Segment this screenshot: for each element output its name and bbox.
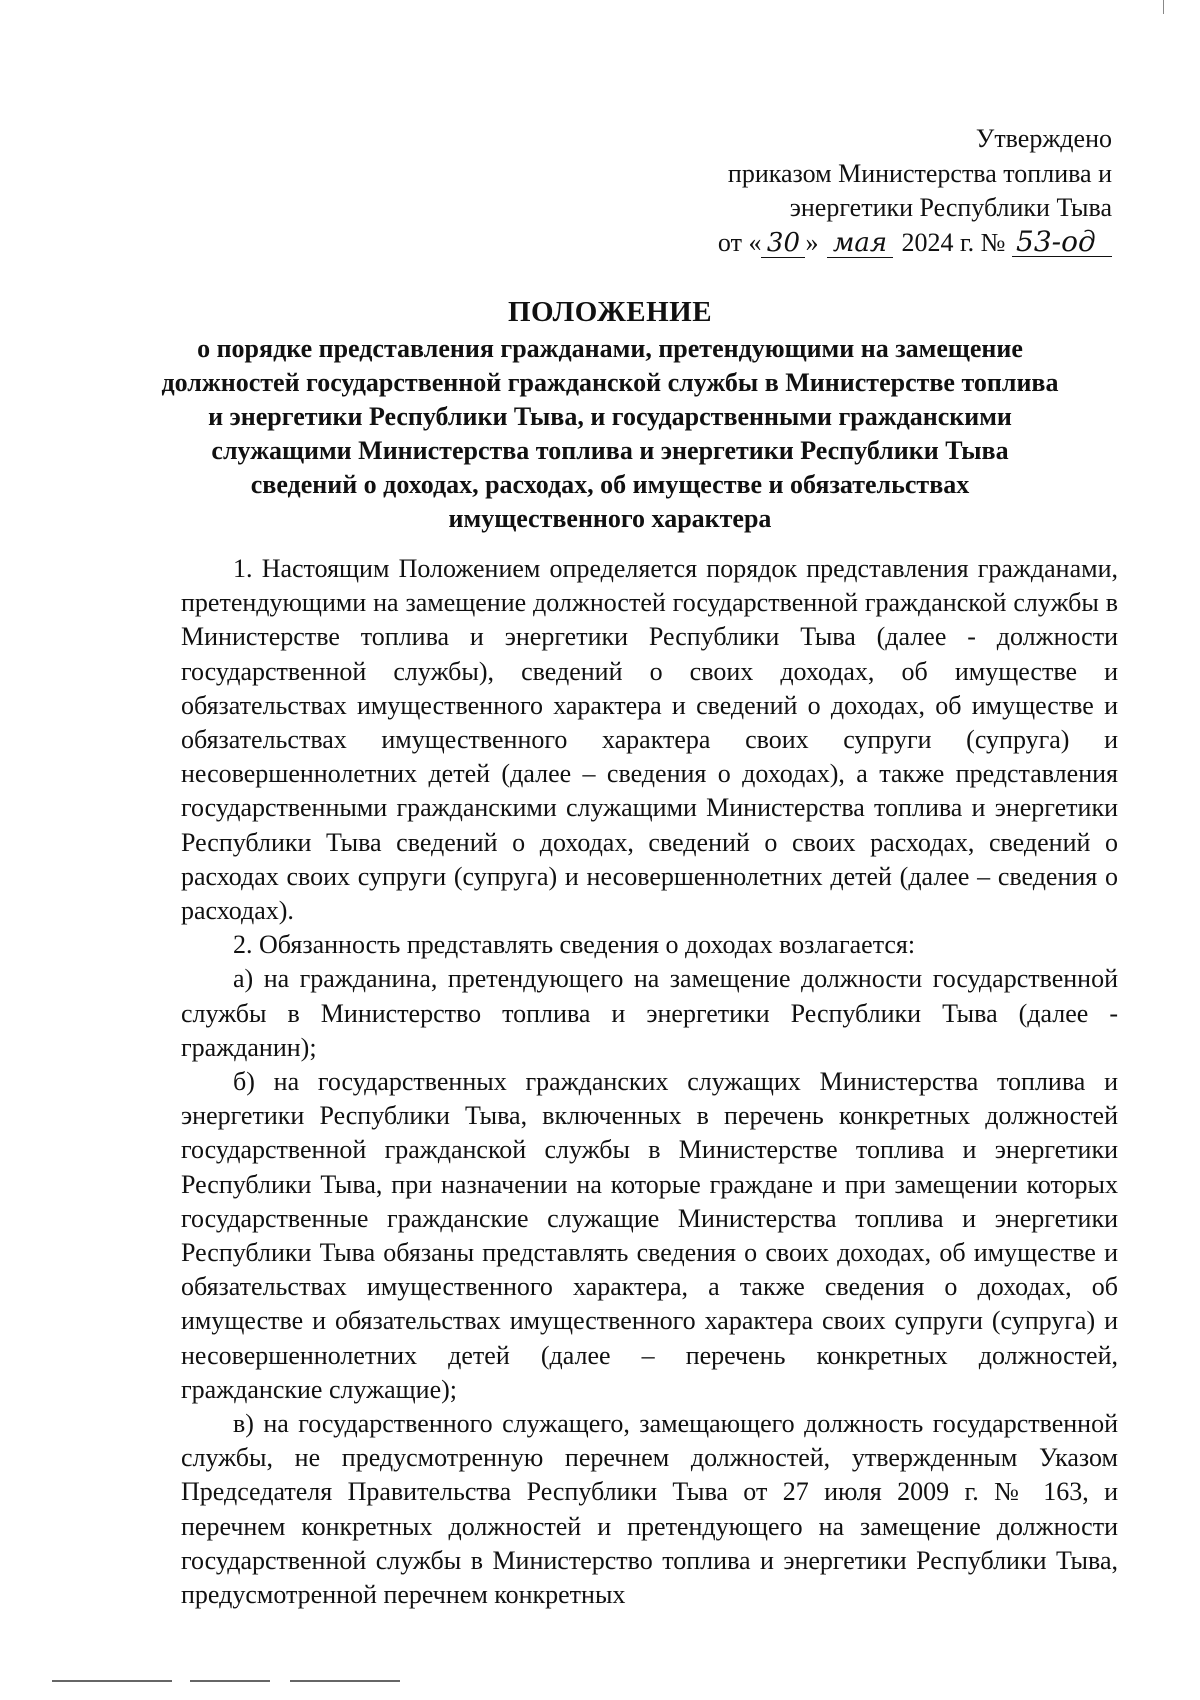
date-year: 2024 г. № xyxy=(901,227,1006,257)
approval-authority-line: приказом Министерства топлива и xyxy=(727,158,1112,188)
scan-footer-line xyxy=(190,1680,270,1682)
approval-authority-line-2: энергетики Республики Тыва xyxy=(789,193,1112,222)
paragraph-2v: в) на государственного служащего, замещающего должность государственной службы, не предусмотренную перечнем должностей, утвержденным Указом Председателя Правительства Республики Тыва от 27 июля 2009 г. № 163, и перечнем конкретных должностей и претендующего на замещение должности государственной службы в Министерство топлива и энергетики Республики Тыва, предусмотренной перечнем конкретных xyxy=(181,1409,1118,1610)
document-title-block xyxy=(160,294,1060,536)
paragraph-2a: а) на гражданина, претендующего на замещение должности государственной службы в Министерство топлива и энергетики Республики Тыва (далее - гражданин); xyxy=(181,964,1118,1062)
paragraph-1: 1. Настоящим Положением определяется порядок представления гражданами, претендующими на замещение должностей государственной гражданской службы в Министерстве топлива и энергетики Республики Тыва (далее - должности государственной службы), сведений о своих доходах, об имуществе и обязательствах имущественного характера и сведений о доходах, об имуществе и обязательствах имущественного характера своих супруги (супруга) и несовершеннолетних детей (далее – сведения о доходах), а также представления государственными гражданскими служащими Министерства топлива и энергетики Республики Тыва сведений о доходах, сведений о своих расходах, сведений о расходах своих супруги (супруга) и несовершеннолетних детей (далее – сведения о расходах). xyxy=(181,554,1118,926)
document-title: ПОЛОЖЕНИЕ xyxy=(507,296,713,328)
scan-footer-line xyxy=(290,1680,400,1682)
document-body xyxy=(181,552,1118,1612)
approval-stamp-block xyxy=(718,122,1112,260)
scan-footer-line xyxy=(52,1680,172,1682)
paragraph-2: 2. Обязанность представлять сведения о доходах возлагается: xyxy=(233,930,916,960)
date-quote-close: » xyxy=(805,227,819,257)
document-subtitle: о порядке представления гражданами, претендующими на замещение должностей государственной гражданской службы в Министерстве топлива и энергетики Республики Тыва, и государственными гражданскими служащими Министерства топлива и энергетики Республики Тыва сведений о доходах, расходах, об имуществе и обязательствах имущественного характера xyxy=(161,334,1059,533)
scan-edge-mark xyxy=(1163,0,1164,14)
handwritten-month: мая xyxy=(827,229,893,258)
date-prefix: от « xyxy=(717,227,762,257)
handwritten-day: 30 xyxy=(761,229,805,258)
paragraph-2b: б) на государственных гражданских служащих Министерства топлива и энергетики Республики Тыва, включенных в перечень конкретных должностей государственной гражданской службы в Министерстве топлива и энергетики Республики Тыва, при назначении на которые граждане и при замещении которых государственные гражданские служащие Министерства топлива и энергетики Республики Тыва обязаны представлять сведения о своих доходах, об имуществе и обязательствах имущественного характера, а также сведения о доходах, об имуществе и обязательствах имущественного характера своих супруги (супруга) и несовершеннолетних детей (далее – перечень конкретных должностей, гражданские служащие); xyxy=(181,1067,1118,1404)
handwritten-order-number: 53-од xyxy=(1012,228,1112,257)
approval-heading: Утверждено xyxy=(975,124,1112,153)
approval-date-line xyxy=(718,226,1112,261)
